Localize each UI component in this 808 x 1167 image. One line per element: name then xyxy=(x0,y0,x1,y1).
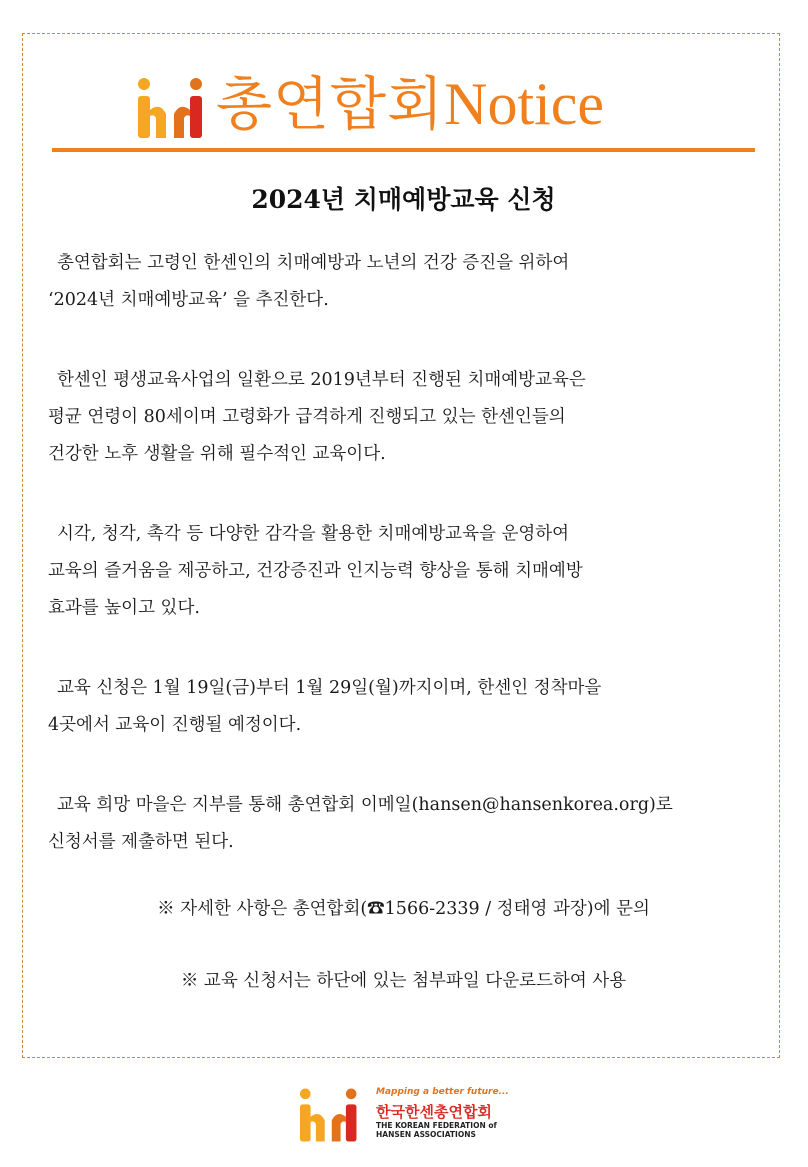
paragraph-intro xyxy=(48,245,758,319)
header-title-notice: Notice xyxy=(444,71,605,137)
footer-org-english xyxy=(376,1121,497,1139)
footer-logo-icon xyxy=(294,1085,366,1145)
footer-org-english-line2: HANSEN ASSOCIATIONS xyxy=(376,1130,476,1139)
paragraph-line: 효과를 높이고 있다. xyxy=(48,598,200,618)
document-body xyxy=(48,245,758,904)
header-title-ko: 총연합회 xyxy=(216,70,445,138)
paragraph-line: 시각, 청각, 촉각 등 다양한 감각을 활용한 치매예방교육을 운영하여 xyxy=(57,524,570,544)
paragraph-application xyxy=(48,787,758,861)
paragraph-line: 4곳에서 교육이 진행될 예정이다. xyxy=(48,715,302,735)
footer-tagline: Mapping a better future... xyxy=(376,1087,509,1097)
paragraph-line: ‘2024년 치매예방교육’ 을 추진한다. xyxy=(48,290,329,310)
paragraph-background xyxy=(48,362,758,473)
footer-org-english-line1: THE KOREAN FEDERATION of xyxy=(376,1121,497,1130)
download-note: ※ 교육 신청서는 하단에 있는 첨부파일 다운로드하여 사용 xyxy=(180,971,627,991)
federation-logo-icon xyxy=(132,74,212,142)
paragraph-schedule xyxy=(48,670,758,744)
notice-header xyxy=(52,66,755,152)
paragraph-line: 한센인 평생교육사업의 일환으로 2019년부터 진행된 치매예방교육은 xyxy=(57,370,586,390)
footer-org-name: 한국한센총연합회 xyxy=(376,1103,492,1121)
contact-note: ※ 자세한 사항은 총연합회(☎1566-2339 / 정태영 과장)에 문의 xyxy=(157,899,650,919)
paragraph-line: 신청서를 제출하면 된다. xyxy=(48,832,234,852)
paragraph-line: 총연합회는 고령인 한센인의 치매예방과 노년의 건강 증진을 위하여 xyxy=(57,253,570,273)
document-title: 2024년 치매예방교육 신청 xyxy=(251,185,556,214)
footer-logo xyxy=(294,1085,534,1147)
paragraph-line: 교육 신청은 1월 19일(금)부터 1월 29일(월)까지이며, 한센인 정착마을 xyxy=(57,678,602,698)
paragraph-line: 교육 희망 마을은 지부를 통해 총연합회 이메일(hansen@hansenkorea.org)로 xyxy=(57,795,673,815)
paragraph-line: 평균 연령이 80세이며 고령화가 급격하게 진행되고 있는 한센인들의 xyxy=(48,407,566,427)
header-title xyxy=(216,68,604,140)
paragraph-program xyxy=(48,516,758,627)
paragraph-line: 교육의 즐거움을 제공하고, 건강증진과 인지능력 향상을 통해 치매예방 xyxy=(48,561,583,581)
paragraph-line: 건강한 노후 생활을 위해 필수적인 교육이다. xyxy=(48,444,386,464)
